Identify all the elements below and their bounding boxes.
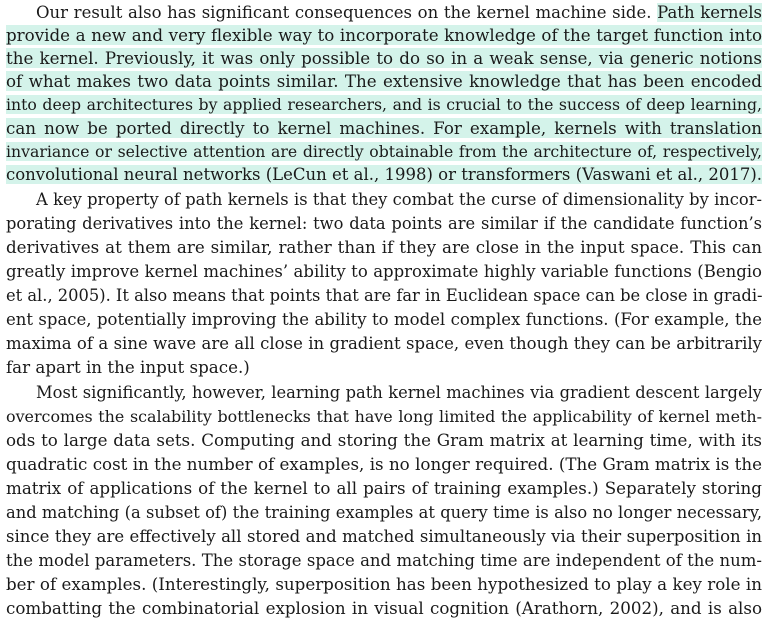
line-text: combatting the combinatorial explosion in visual cognition (Arathorn, 2002), and is also xyxy=(6,598,762,618)
text-line xyxy=(6,597,762,620)
text-line xyxy=(6,405,762,428)
text-line xyxy=(6,70,762,93)
text-line xyxy=(6,93,762,116)
text-line xyxy=(6,260,762,283)
text-line xyxy=(6,453,762,476)
text-line xyxy=(6,47,762,70)
text-line xyxy=(6,501,762,524)
text-line xyxy=(6,284,762,307)
line-text: derivatives at them are similar, rather than if they are close in the input space. This can xyxy=(6,237,762,257)
line-text: ber of examples. (Interestingly, superposition has been hypothesized to play a key role in xyxy=(6,574,762,594)
line-text: quadratic cost in the number of examples, is no longer required. (The Gram matrix is the xyxy=(6,454,762,474)
text-line xyxy=(6,236,762,259)
line-text: ent space, potentially improving the ability to model complex functions. (For example, the xyxy=(6,310,762,329)
line-text: greatly improve kernel machines’ ability to approximate highly variable functions (Bengio xyxy=(6,262,762,281)
line-text: overcomes the scalability bottlenecks that have long limited the applicability of kernel meth- xyxy=(6,407,762,426)
line-text: A key property of path kernels is that they combat the curse of dimensionality by incor- xyxy=(36,190,762,209)
text-line xyxy=(6,525,762,548)
line-text: matrix of applications of the kernel to all pairs of training examples.) Separately storing xyxy=(6,478,762,498)
text-line xyxy=(6,549,762,572)
highlighted-text[interactable]: can now be ported directly to kernel machines. For example, kernels with translation xyxy=(6,118,762,138)
text-line xyxy=(6,308,762,331)
line-text: Our result also has significant consequences on the kernel machine side. xyxy=(36,3,658,22)
line-text: et al., 2005). It also means that points that are far in Euclidean space can be close in gradi- xyxy=(6,286,763,305)
line-text: Most significantly, however, learning path kernel machines via gradient descent largely xyxy=(36,383,762,402)
text-line xyxy=(6,163,762,186)
text-line xyxy=(6,212,762,235)
highlighted-text[interactable]: convolutional neural networks (LeCun et al., 1998) or transformers (Vaswani et al., 2017). xyxy=(6,165,763,184)
line-text: and matching (a subset of) the training examples at query time is also no longer necessary, xyxy=(6,503,762,522)
highlighted-text[interactable]: Path kernels xyxy=(657,3,762,22)
text-line xyxy=(6,117,762,140)
text-line xyxy=(6,477,762,500)
line-text: since they are effectively all stored and matched simultaneously via their superposition in xyxy=(6,527,762,546)
line-text: far apart in the input space.) xyxy=(6,357,250,377)
text-line xyxy=(6,356,762,379)
text-line xyxy=(36,381,762,404)
text-line xyxy=(6,24,762,47)
text-line xyxy=(36,188,762,211)
text-line xyxy=(36,1,762,24)
line-text: the model parameters. The storage space and matching time are independent of the num- xyxy=(6,551,762,570)
text-line xyxy=(6,140,762,163)
line-text: ods to large data sets. Computing and storing the Gram matrix at learning time, with its xyxy=(6,430,762,450)
text-line xyxy=(6,573,762,596)
highlighted-text[interactable]: into deep architectures by applied researchers, and is crucial to the success of deep learning, xyxy=(6,95,762,114)
highlighted-text[interactable]: provide a new and very flexible way to incorporate knowledge of the target function into xyxy=(6,25,762,45)
highlighted-text[interactable]: of what makes two data points similar. The extensive knowledge that has been encoded xyxy=(6,71,762,91)
text-line xyxy=(6,429,762,452)
text-line xyxy=(6,332,762,355)
line-text: maxima of a sine wave are all close in gradient space, even though they can be arbitrarily xyxy=(6,334,762,353)
highlighted-text[interactable]: invariance or selective attention are directly obtainable from the architecture of, respectively, xyxy=(6,142,762,161)
highlighted-text[interactable]: the kernel. Previously, it was only possible to do so in a weak sense, via generic notions xyxy=(6,48,762,68)
line-text: porating derivatives into the kernel: two data points are similar if the candidate function’s xyxy=(6,214,762,233)
